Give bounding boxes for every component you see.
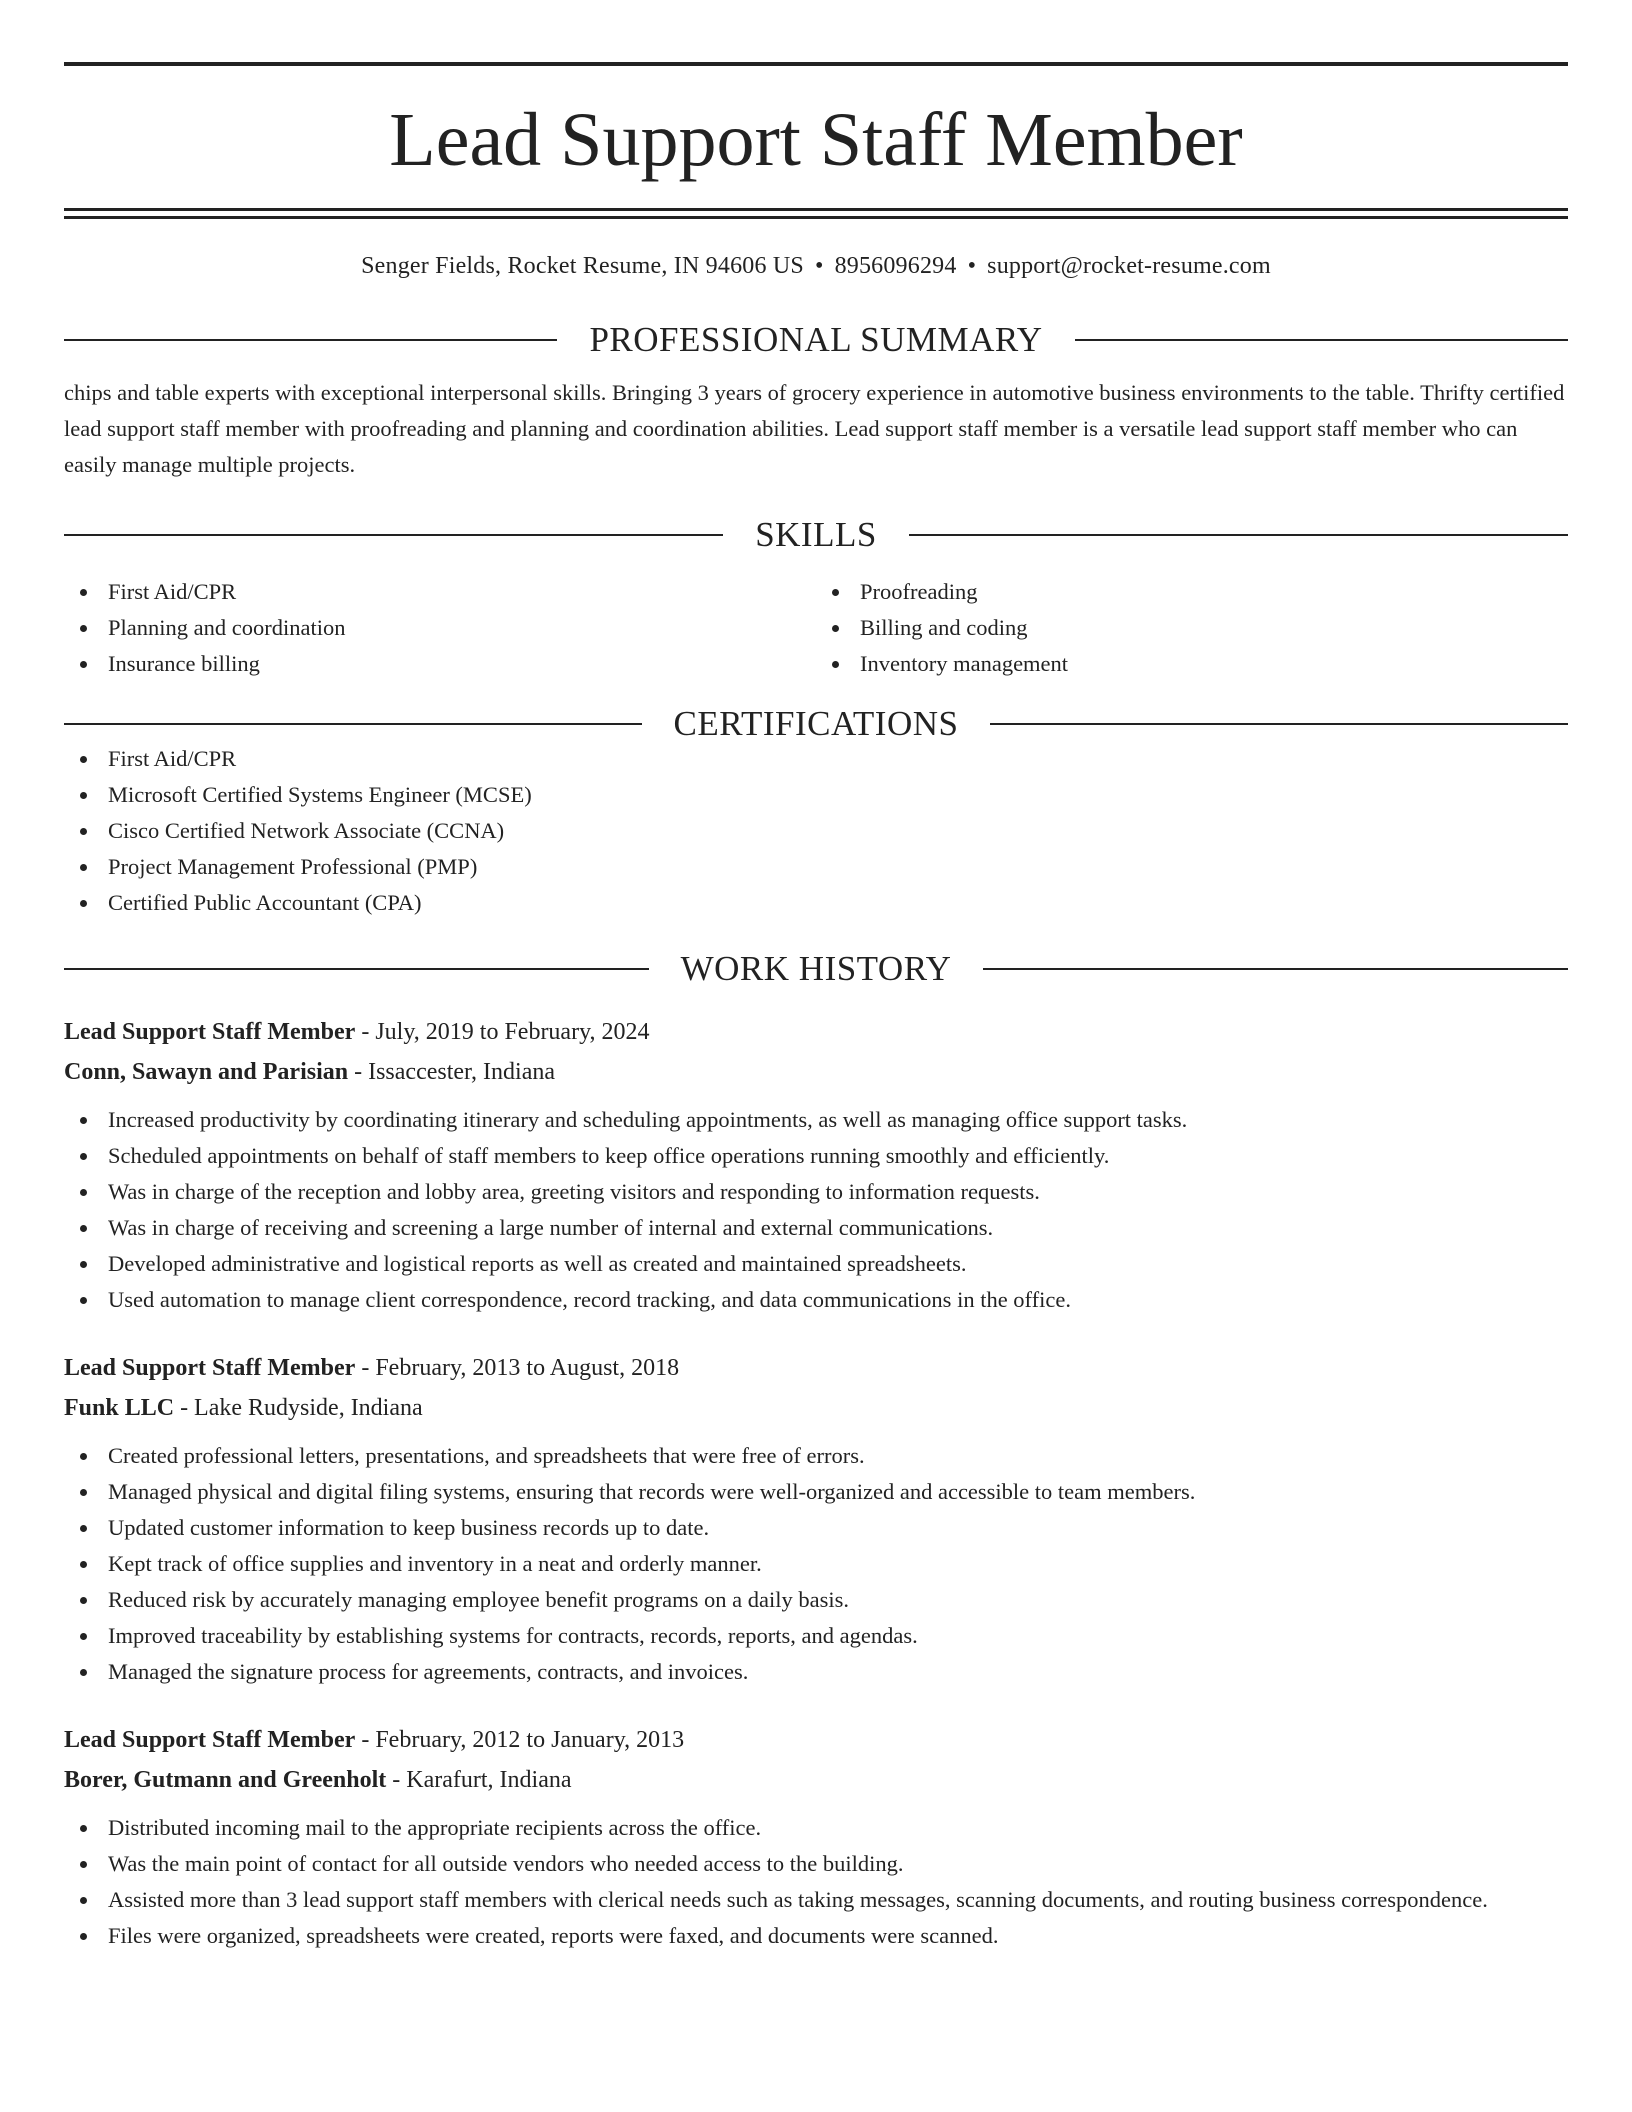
certification-item: Microsoft Certified Systems Engineer (MCSE) [64,777,1568,813]
section-title: PROFESSIONAL SUMMARY [589,320,1043,359]
section-header-skills [64,517,1568,552]
job-company: Conn, Sawayn and Parisian [64,1059,349,1085]
job-duty: Was the main point of contact for all outside vendors who needed access to the building. [64,1846,1568,1882]
skill-item: First Aid/CPR [64,574,816,610]
skills-grid [64,574,1568,682]
job-duties-list [64,1810,1568,1954]
job-company: Funk LLC [64,1395,175,1421]
job-duty: Managed the signature process for agreements, contracts, and invoices. [64,1654,1568,1690]
job-role: Lead Support Staff Member [64,1355,356,1381]
job-company-line [64,1052,1568,1092]
section-rule-left [64,723,642,725]
certification-item: Certified Public Accountant (CPA) [64,885,1568,921]
job-company-line [64,1760,1568,1800]
job-duty: Distributed incoming mail to the appropriate recipients across the office. [64,1810,1568,1846]
job-dates: - February, 2012 to January, 2013 [361,1727,685,1753]
job-duty: Managed physical and digital filing systems, ensuring that records were well-organized and accessible to team members. [64,1474,1568,1510]
job-dates: - July, 2019 to February, 2024 [361,1019,650,1045]
job-duty: Assisted more than 3 lead support staff members with clerical needs such as taking messages, scanning documents, and routing business correspondence. [64,1882,1568,1918]
section-rule-right [983,968,1568,970]
section-title: WORK HISTORY [680,949,952,988]
section-header-certifications [64,706,1568,741]
job-duty: Used automation to manage client correspondence, record tracking, and data communications in the office. [64,1282,1568,1318]
resume-title: Lead Support Staff Member [389,98,1243,182]
job-duty: Was in charge of the reception and lobby area, greeting visitors and responding to information requests. [64,1174,1568,1210]
contact-line [64,253,1568,280]
job-dates: - February, 2013 to August, 2018 [361,1355,680,1381]
job-company: Borer, Gutmann and Greenholt [64,1767,387,1793]
job-title-line [64,1012,1568,1052]
job-title-line [64,1720,1568,1760]
top-rule [64,62,1568,66]
job-duties-list [64,1438,1568,1690]
title-double-rule [64,208,1568,219]
job-duty: Files were organized, spreadsheets were created, reports were faxed, and documents were scanned. [64,1918,1568,1954]
contact-phone: 8956096294 [834,253,957,279]
contact-separator: • [814,253,824,279]
contact-email: support@rocket-resume.com [987,253,1271,279]
certifications-list [64,741,1568,921]
section-rule-left [64,339,557,341]
skill-item: Insurance billing [64,646,816,682]
section-rule-left [64,534,723,536]
job-duty: Improved traceability by establishing systems for contracts, records, reports, and agendas. [64,1618,1568,1654]
job-duty: Updated customer information to keep business records up to date. [64,1510,1568,1546]
contact-address: Senger Fields, Rocket Resume, IN 94606 US [361,253,804,279]
job-location: - Issaccester, Indiana [354,1059,556,1085]
job-duty: Scheduled appointments on behalf of staff members to keep office operations running smoothly and efficiently. [64,1138,1568,1174]
job-location: - Karafurt, Indiana [392,1767,572,1793]
job-duty: Increased productivity by coordinating itinerary and scheduling appointments, as well as managing office support tasks. [64,1102,1568,1138]
certification-item: First Aid/CPR [64,741,1568,777]
job-role: Lead Support Staff Member [64,1019,356,1045]
section-title: CERTIFICATIONS [673,704,959,743]
job-duty: Was in charge of receiving and screening a large number of internal and external communications. [64,1210,1568,1246]
job-duties-list [64,1102,1568,1318]
section-rule-right [1075,339,1568,341]
skills-column-right [816,574,1568,682]
job-entry [64,1012,1568,1318]
job-entry [64,1348,1568,1690]
certification-item: Cisco Certified Network Associate (CCNA) [64,813,1568,849]
section-header-summary [64,322,1568,357]
skill-item: Planning and coordination [64,610,816,646]
section-title: SKILLS [755,515,877,554]
job-duty: Created professional letters, presentations, and spreadsheets that were free of errors. [64,1438,1568,1474]
skills-column-left [64,574,816,682]
section-rule-right [990,723,1568,725]
contact-separator: • [967,253,977,279]
skill-item: Billing and coding [816,610,1568,646]
job-duty: Developed administrative and logistical reports as well as created and maintained spreadsheets. [64,1246,1568,1282]
job-title-line [64,1348,1568,1388]
skill-item: Inventory management [816,646,1568,682]
certification-item: Project Management Professional (PMP) [64,849,1568,885]
job-entry [64,1720,1568,1954]
section-rule-right [909,534,1568,536]
summary-text: chips and table experts with exceptional interpersonal skills. Bringing 3 years of grocery experience in automotive business environments to the table. Thrifty certified lead support staff member with proofreading and planning and coordination abilities. Lead support staff member is a versatile lead support staff member who can easily manage multiple projects. [64,380,1565,477]
skill-item: Proofreading [816,574,1568,610]
job-duty: Kept track of office supplies and inventory in a neat and orderly manner. [64,1546,1568,1582]
job-role: Lead Support Staff Member [64,1727,356,1753]
job-duty: Reduced risk by accurately managing employee benefit programs on a daily basis. [64,1582,1568,1618]
section-header-work-history [64,951,1568,986]
section-rule-left [64,968,649,970]
job-company-line [64,1388,1568,1428]
job-location: - Lake Rudyside, Indiana [180,1395,423,1421]
